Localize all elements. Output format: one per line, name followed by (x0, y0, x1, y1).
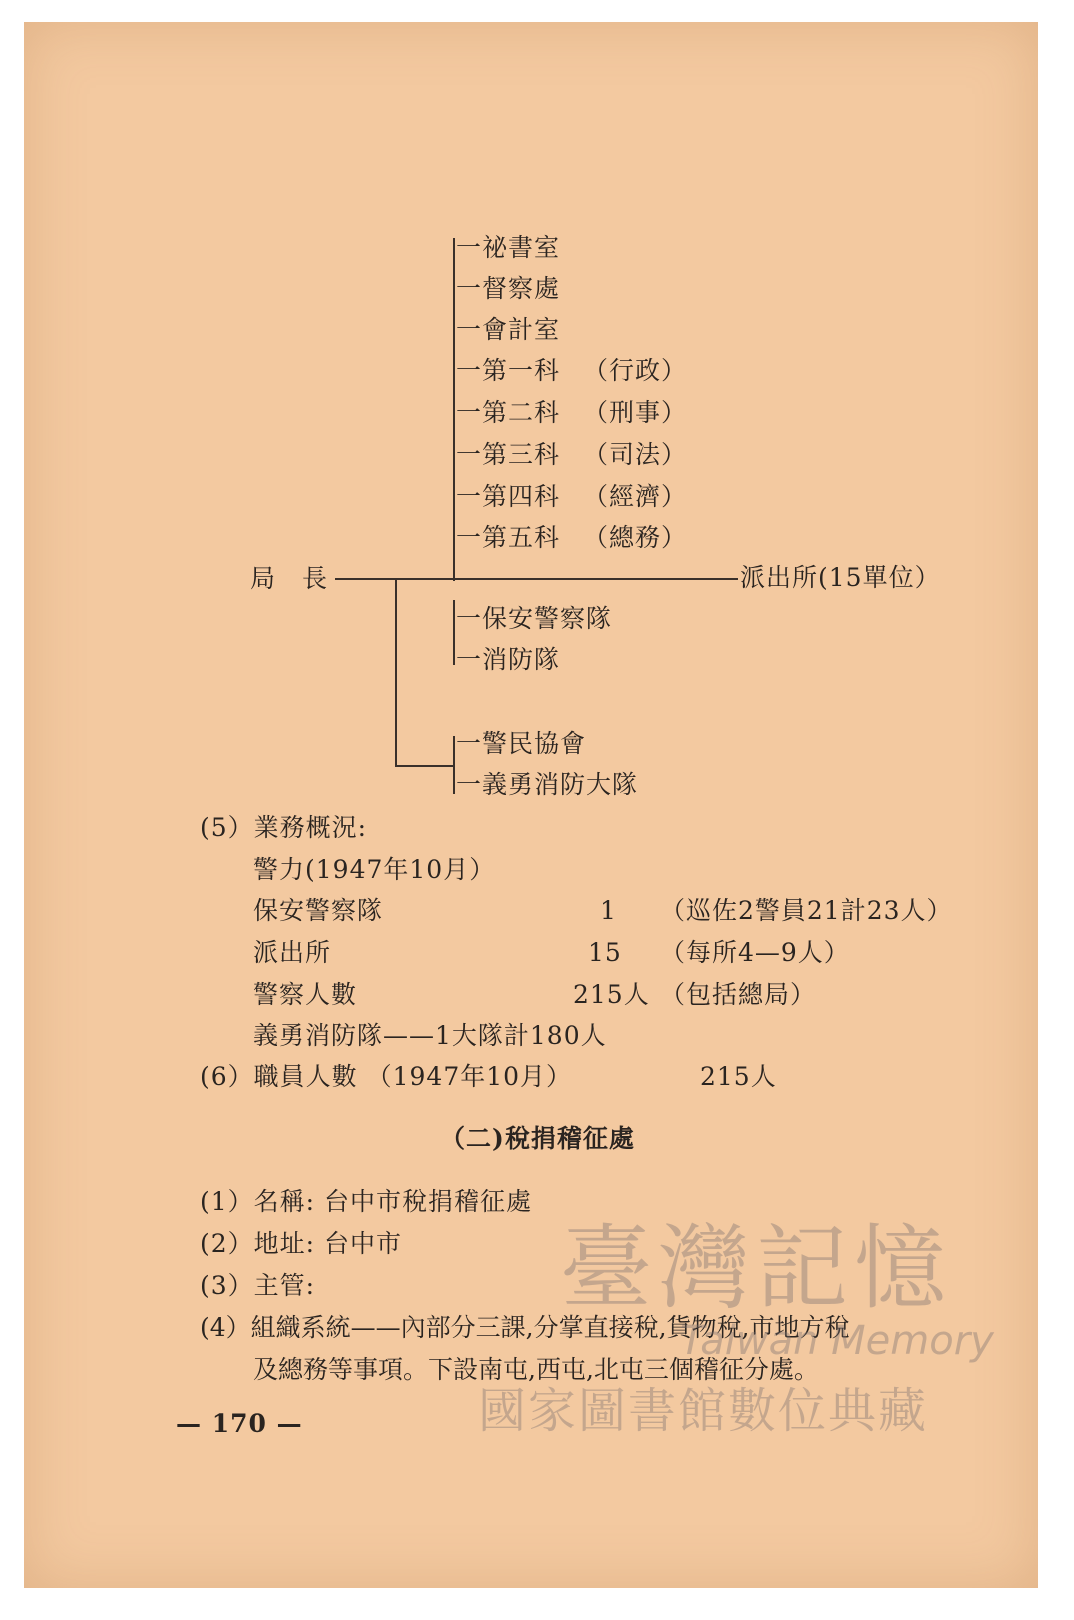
org-section-duty: （經濟） (583, 482, 688, 511)
org-branch: 一警民協會 (456, 729, 587, 758)
org-head: 局 長 (250, 564, 329, 593)
org-branch: 一祕書室 (456, 233, 561, 262)
org-section-duty: （刑事） (583, 398, 688, 427)
chart-head-line (335, 578, 453, 580)
org-branch: 一義勇消防大隊 (456, 770, 639, 799)
org-section: 一第一科 (456, 356, 561, 385)
org-branch: 一會計室 (456, 315, 561, 344)
part2-item: (4）組織系統——內部分三課,分掌直接稅,貨物稅,市地方稅 (200, 1313, 850, 1342)
force-row-note: （每所4—9人） (660, 938, 850, 967)
org-branch: 一督察處 (456, 274, 561, 303)
org-section: 一第二科 (456, 398, 561, 427)
chart-trunk-upper (453, 238, 455, 581)
section6-label: (6）職員人數 （1947年10月） (200, 1062, 573, 1091)
chart-trunk-lower (453, 600, 455, 665)
chart-sub-link (395, 765, 455, 767)
org-section: 一第五科 (456, 523, 561, 552)
chart-sub-trunk (395, 580, 397, 767)
force-row-value: 15 (588, 938, 622, 967)
org-section: 一第四科 (456, 482, 561, 511)
chart-right-line (455, 578, 738, 580)
section5-heading: (5）業務概況: (200, 813, 368, 842)
org-section-duty: （總務） (583, 523, 688, 552)
org-right-unit: 派出所(15單位） (740, 563, 941, 592)
org-branch: 一保安警察隊 (456, 604, 613, 633)
force-row-label: 保安警察隊 (253, 896, 384, 925)
force-row-value: 1 (600, 896, 617, 925)
watermark-en: Taiwan Memory (680, 1318, 994, 1364)
force-row-label: 派出所 (253, 938, 332, 967)
page-number: — 170 — (176, 1409, 303, 1438)
org-branch: 一消防隊 (456, 645, 561, 674)
fire-brigade-line: 義勇消防隊——1大隊計180人 (253, 1021, 607, 1050)
watermark-cn: 臺灣記憶 (560, 1215, 953, 1322)
force-row-value: 215人 (573, 980, 650, 1009)
part2-continuation: 及總務等事項。下設南屯,西屯,北屯三個稽征分處。 (253, 1355, 819, 1384)
part2-title: （二)稅捐稽征處 (440, 1124, 635, 1153)
section5-force-label: 警力(1947年10月） (253, 855, 496, 884)
section6-value: 215人 (700, 1062, 777, 1091)
org-section: 一第三科 (456, 440, 561, 469)
org-section-duty: （司法） (583, 440, 688, 469)
watermark-sub: 國家圖書館數位典藏 (478, 1383, 929, 1439)
force-row-note: （巡佐2警員21計23人） (660, 896, 953, 925)
force-row-note: （包括總局） (660, 980, 817, 1009)
part2-item: (3）主管: (200, 1271, 316, 1300)
part2-item: (2）地址: 台中市 (200, 1229, 403, 1258)
part2-item: (1）名稱: 台中市稅捐稽征處 (200, 1187, 533, 1216)
org-section-duty: （行政） (583, 356, 688, 385)
force-row-label: 警察人數 (253, 980, 358, 1009)
